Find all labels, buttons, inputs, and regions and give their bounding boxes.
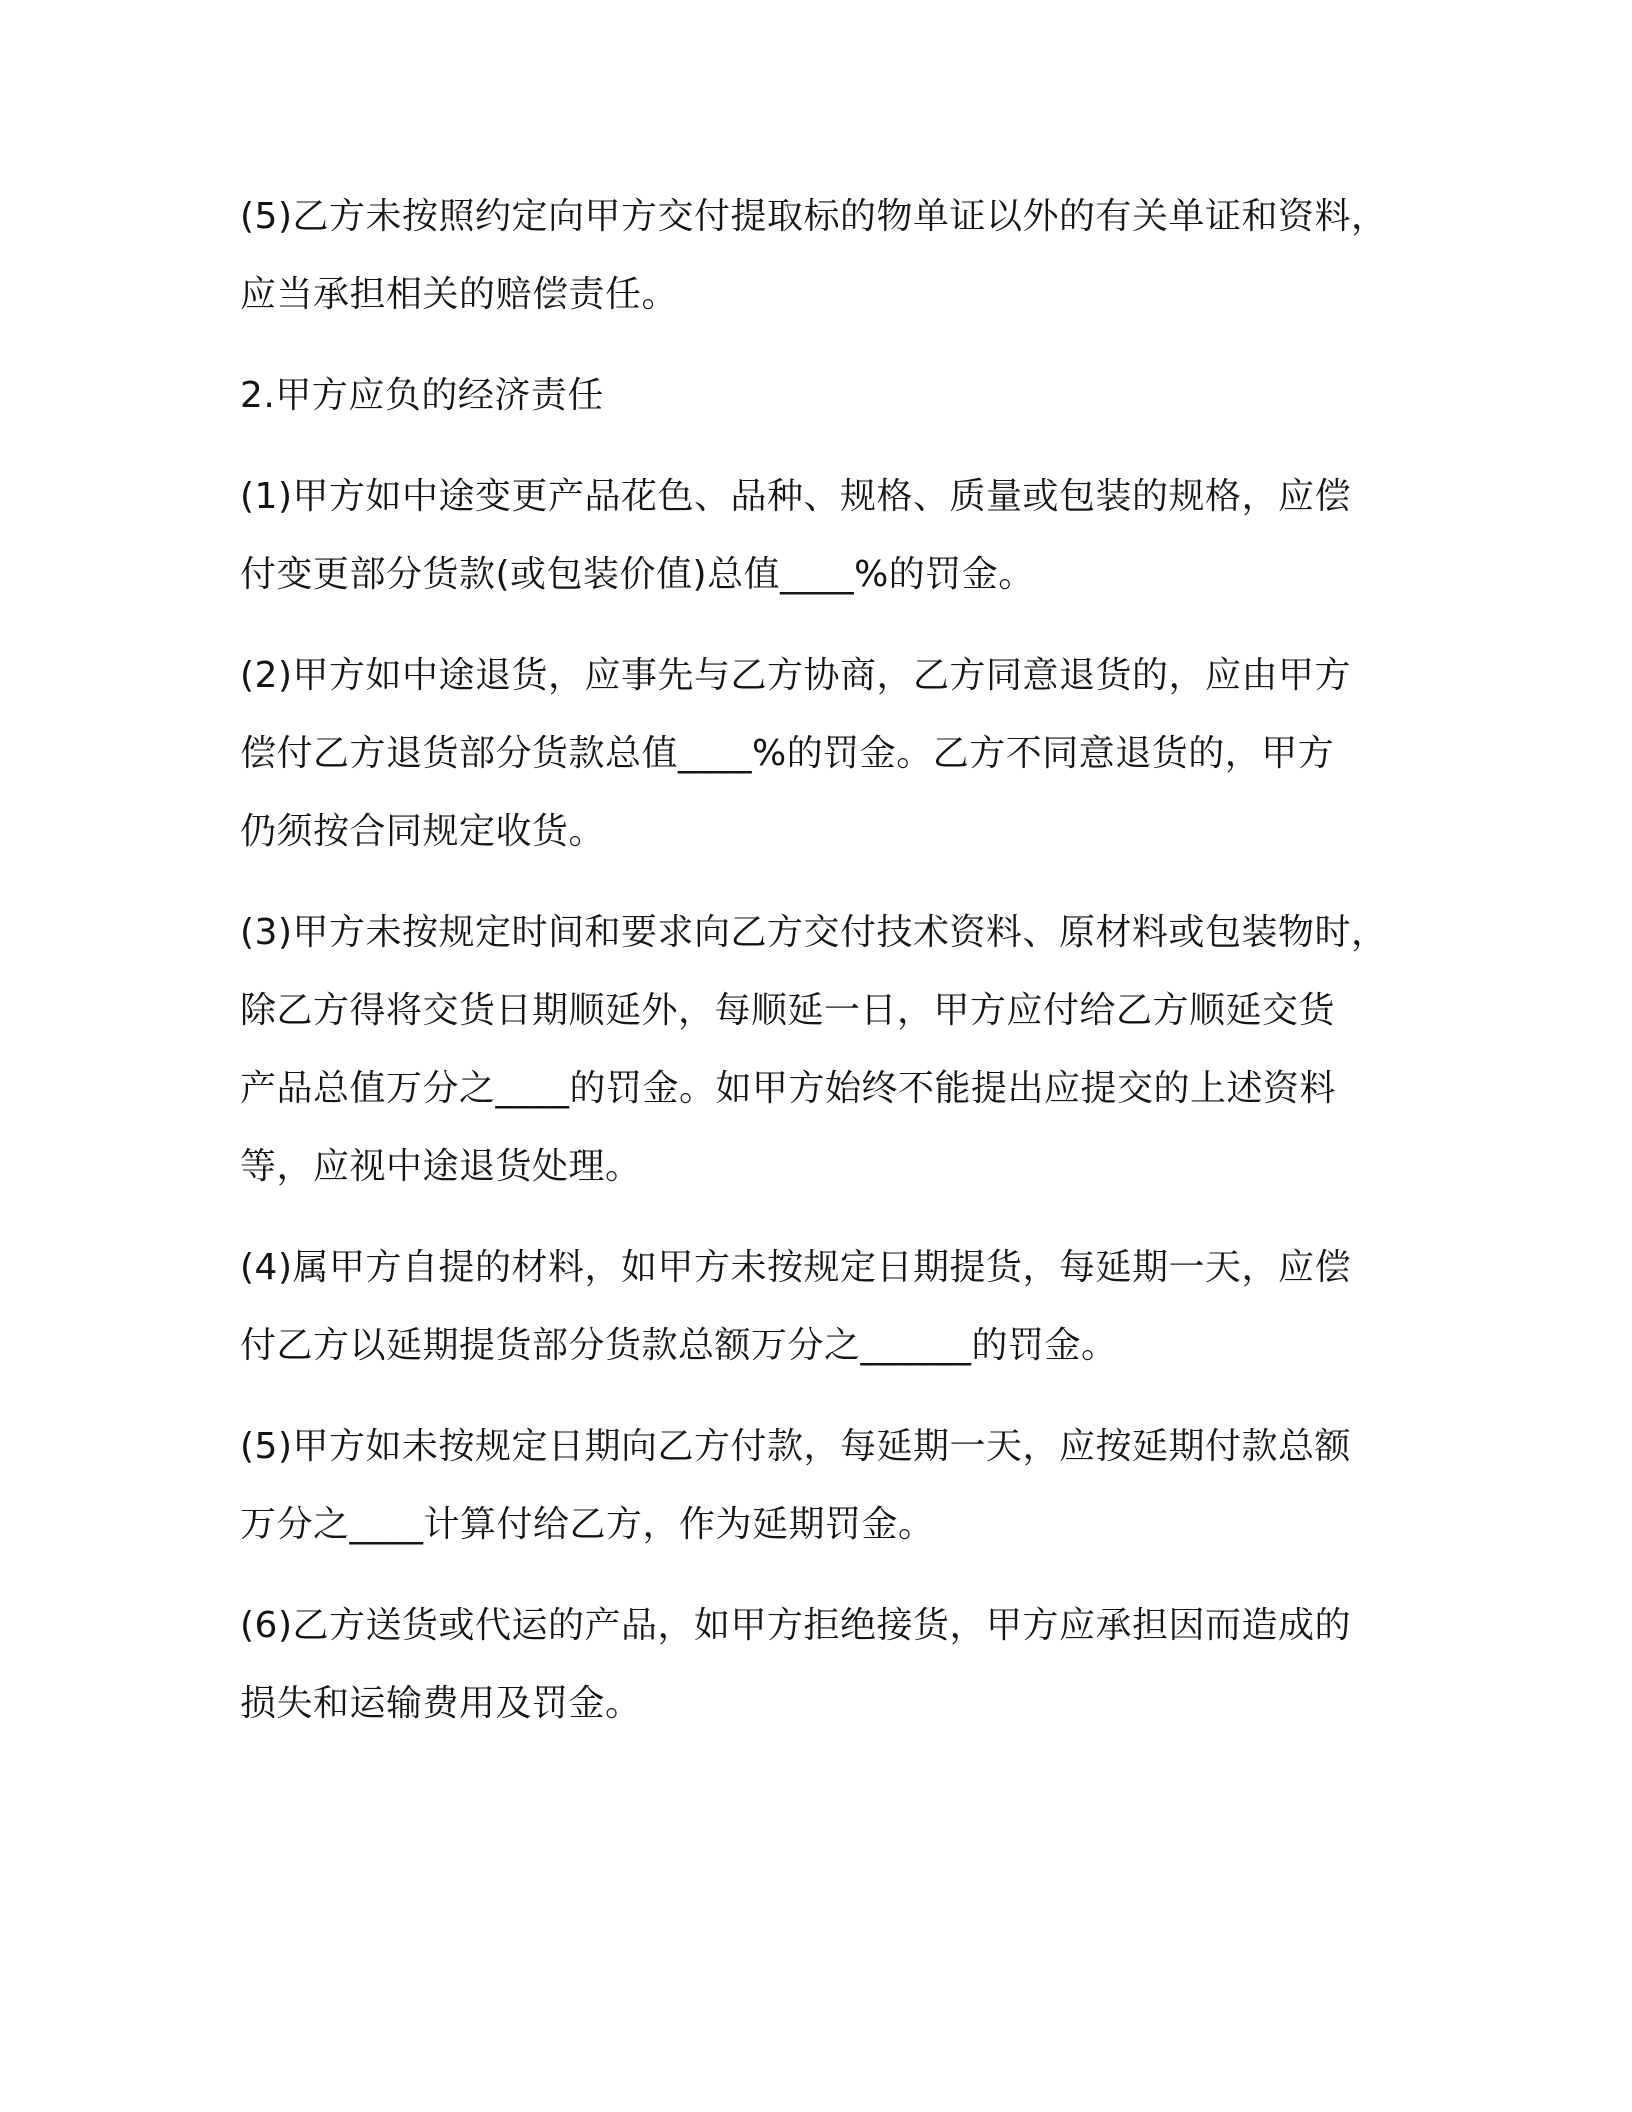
text-line: (1)甲方如中途变更产品花色、品种、规格、质量或包装的规格，应偿	[240, 476, 1351, 517]
paragraph-buyer-item-1	[240, 458, 1420, 614]
paragraph-seller-item-5	[240, 178, 1420, 334]
text-line: (5)乙方未按照约定向甲方交付提取标的物单证以外的有关单证和资料，	[240, 196, 1388, 237]
paragraph-buyer-item-3	[240, 894, 1420, 1206]
text-line: (2)甲方如中途退货，应事先与乙方协商，乙方同意退货的，应由甲方	[240, 655, 1351, 696]
text-line: 等，应视中途退货处理。	[240, 1146, 642, 1187]
text-line: (5)甲方如未按规定日期向乙方付款，每延期一天，应按延期付款总额	[240, 1426, 1351, 1467]
heading-text: 2.甲方应负的经济责任	[240, 375, 604, 416]
text-line: (6)乙方送货或代运的产品，如甲方拒绝接货，甲方应承担因而造成的	[240, 1605, 1351, 1646]
text-line: 损失和运输费用及罚金。	[240, 1683, 642, 1724]
text-line: 付变更部分货款(或包装价值)总值____%的罚金。	[240, 554, 1035, 595]
paragraph-buyer-item-2	[240, 637, 1420, 871]
text-line: 应当承担相关的赔偿责任。	[240, 274, 679, 315]
text-line: 付乙方以延期提货部分货款总额万分之______的罚金。	[240, 1325, 1118, 1366]
text-line: 产品总值万分之____的罚金。如甲方始终不能提出应提交的上述资料	[240, 1068, 1337, 1109]
text-line: (4)属甲方自提的材料，如甲方未按规定日期提货，每延期一天，应偿	[240, 1247, 1351, 1288]
document-body	[240, 178, 1420, 1766]
section-heading	[240, 357, 1420, 435]
paragraph-buyer-item-4	[240, 1229, 1420, 1385]
text-line: 万分之____计算付给乙方，作为延期罚金。	[240, 1504, 935, 1545]
paragraph-buyer-item-5	[240, 1408, 1420, 1564]
text-line: (3)甲方未按规定时间和要求向乙方交付技术资料、原材料或包装物时，	[240, 912, 1388, 953]
paragraph-buyer-item-6	[240, 1587, 1420, 1743]
text-line: 偿付乙方退货部分货款总值____%的罚金。乙方不同意退货的，甲方	[240, 733, 1335, 774]
text-line: 仍须按合同规定收货。	[240, 811, 606, 852]
text-line: 除乙方得将交货日期顺延外，每顺延一日，甲方应付给乙方顺延交货	[240, 990, 1336, 1031]
